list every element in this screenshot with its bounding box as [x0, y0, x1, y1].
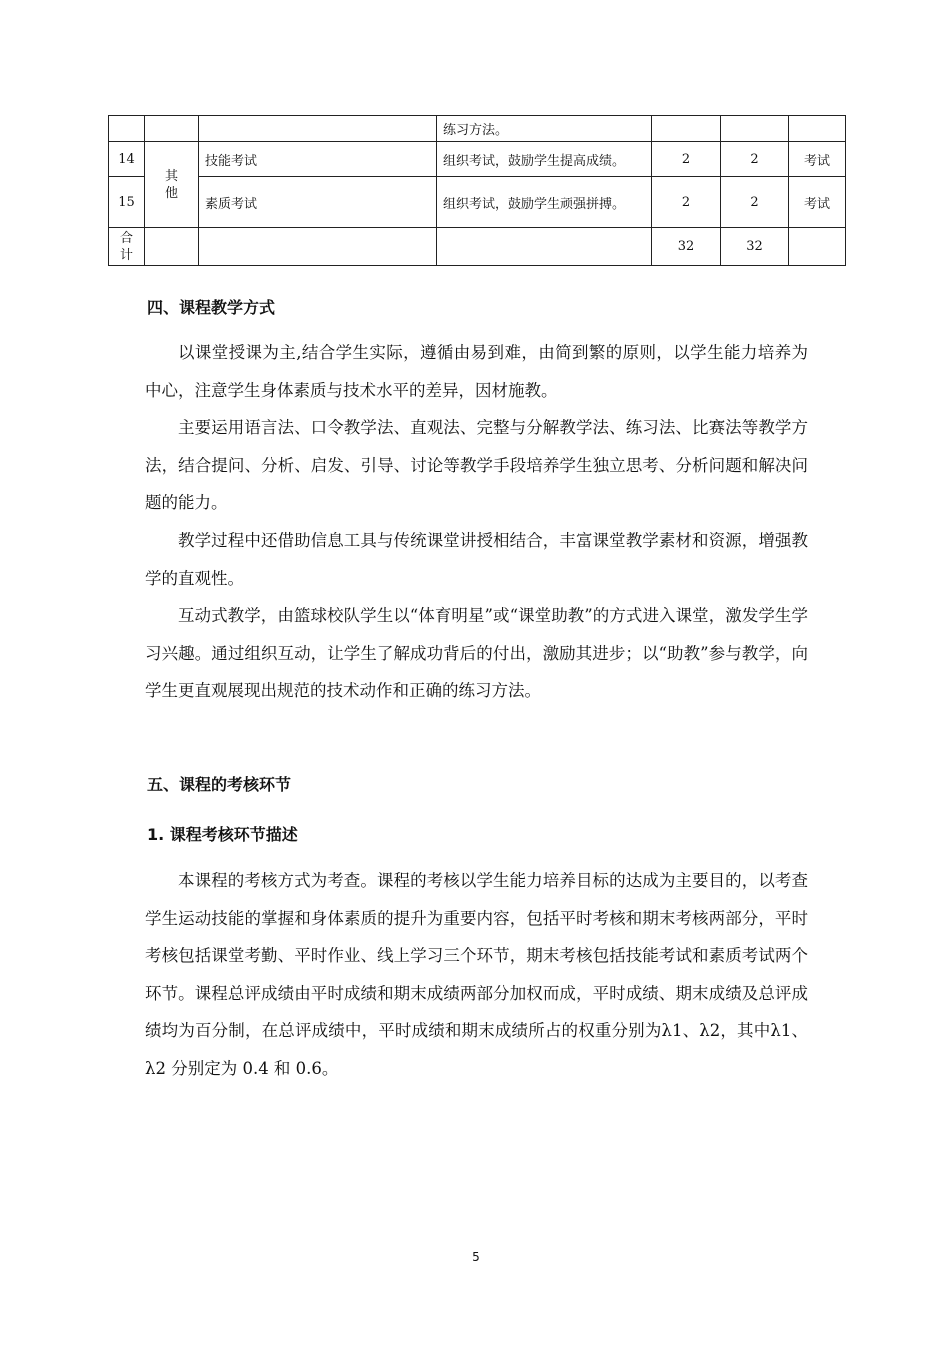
cell-assessment: 考试: [789, 142, 846, 177]
cell-method: 练习方法。: [437, 116, 652, 142]
paragraph: 教学过程中还借助信息工具与传统课堂讲授相结合，丰富课堂教学素材和资源，增强教学的直观性。: [145, 531, 808, 588]
cell-hours-2: [721, 116, 789, 142]
total-vertical-text: 合 计: [119, 230, 133, 263]
section-heading: 四、课程教学方式: [147, 298, 276, 317]
cell-category: [145, 142, 199, 228]
paragraph: 本课程的考核方式为考查。课程的考核以学生能力培养目标的达成为主要目的，以考查学生运动技能的掌握和身体素质的提升为重要内容，包括平时考核和期末考核两部分，平时考核包括课堂考勤、平时作业、线上学习三个环节，期末考核包括技能考试和素质考试两个环节。课程总评成绩由平时成绩和期末成绩两部分加权而成，平时成绩、期末成绩及总评成绩均为百分制，在总评成绩中，平时成绩和期末成绩所占的权重分别为λ1、λ2，其中λ1、λ2 分别定为 0.4 和 0.6。: [145, 871, 808, 1078]
section-heading: 五、课程的考核环节: [147, 775, 292, 794]
cell-method: [437, 228, 652, 266]
paragraph: 以课堂授课为主,结合学生实际，遵循由易到难，由简到繁的原则，以学生能力培养为中心，注意学生身体素质与技术水平的差异，因材施教。: [145, 343, 808, 400]
cell-category: [145, 228, 199, 266]
cell-hours-2: 2: [721, 142, 789, 177]
page-number: 5: [472, 1250, 480, 1264]
cell-num: 15: [109, 177, 145, 228]
cell-item: 素质考试: [199, 177, 437, 228]
cell-hours-1: 2: [652, 177, 721, 228]
cell-item: 技能考试: [199, 142, 437, 177]
cell-category: [145, 116, 199, 142]
cell-method: 组织考试，鼓励学生顽强拼搏。: [437, 177, 652, 228]
cell-hours-2: 2: [721, 177, 789, 228]
course-schedule-table: [108, 115, 846, 266]
cell-hours-2: 32: [721, 228, 789, 266]
cell-hours-1: 32: [652, 228, 721, 266]
cell-hours-1: [652, 116, 721, 142]
cell-num: 14: [109, 142, 145, 177]
cell-item: [199, 116, 437, 142]
cell-assessment: [789, 228, 846, 266]
cell-num: [109, 116, 145, 142]
paragraph: 互动式教学，由篮球校队学生以“体育明星”或“课堂助教”的方式进入课堂，激发学生学习兴趣。通过组织互动，让学生了解成功背后的付出，激励其进步；以“助教”参与教学，向学生更直观展现出规范的技术动作和正确的练习方法。: [145, 606, 808, 700]
table-row: [109, 116, 846, 142]
cell-total-label: [109, 228, 145, 266]
category-vertical-text: 其 他: [164, 168, 178, 201]
paragraph: 主要运用语言法、口令教学法、直观法、完整与分解教学法、练习法、比赛法等教学方法，结合提问、分析、启发、引导、讨论等教学手段培养学生独立思考、分析问题和解决问题的能力。: [145, 418, 808, 512]
cell-assessment: 考试: [789, 177, 846, 228]
cell-item: [199, 228, 437, 266]
cell-hours-1: 2: [652, 142, 721, 177]
table-row: [109, 228, 846, 266]
subsection-heading: 1. 课程考核环节描述: [147, 825, 298, 844]
table-row: [109, 142, 846, 177]
table-row: [109, 177, 846, 228]
cell-assessment: [789, 116, 846, 142]
cell-method: 组织考试，鼓励学生提高成绩。: [437, 142, 652, 177]
